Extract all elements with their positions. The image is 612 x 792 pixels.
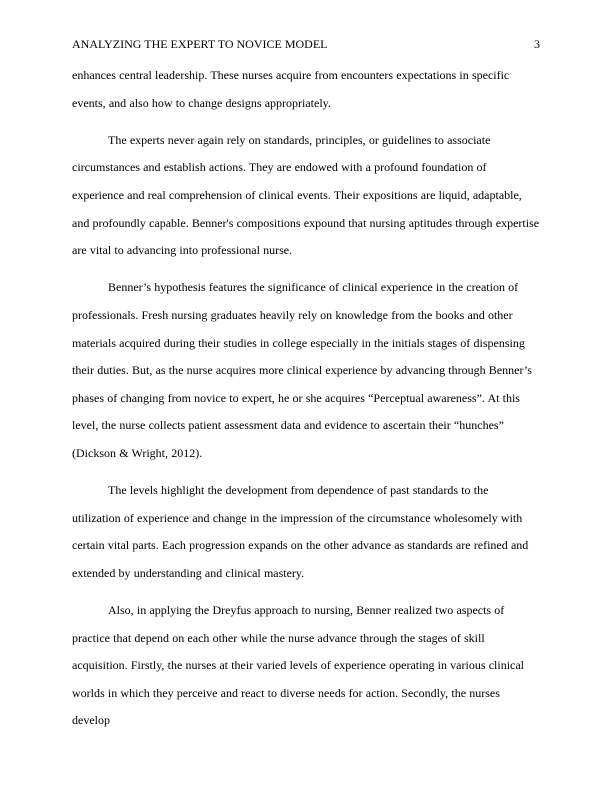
body-text: [72, 62, 540, 745]
paragraph-dreyfus-approach: Also, in applying the Dreyfus approach to nursing, Benner realized two aspects of practice that depend on each other while the nurse advance through the stages of skill acquisition. Firstly, the nurses at their varied levels of experience operating in various clinical worlds in which they perceive and react to diverse needs for action. Secondly, the nurses develop: [72, 603, 525, 728]
paragraph-continuation: enhances central leadership. These nurses acquire from encounters expectations in specific events, and also how to change designs appropriately.: [72, 68, 510, 110]
page-number: 3: [534, 37, 540, 51]
paragraph-experts: The experts never again rely on standards, principles, or guidelines to associate circumstances and establish actions. They are endowed with a profound foundation of experience and real comprehension of clinical events. Their expositions are liquid, adaptable, and profoundly capable. Benner's compositions expound that nursing aptitudes through expertise are vital to advancing into professional nurse.: [72, 132, 540, 258]
paragraph-levels: The levels highlight the development from dependence of past standards to the utilization of experience and change in the impression of the circumstance wholesomely with certain vital parts. Each progression expands on the other advance as standards are refined and extended by understanding and clinical mastery.: [72, 483, 529, 580]
running-header: [72, 36, 540, 52]
running-head-title: ANALYZING THE EXPERT TO NOVICE MODEL: [72, 37, 328, 51]
paragraph-benner-hypothesis: Benner’s hypothesis features the significance of clinical experience in the creation of professionals. Fresh nursing graduates heavily rely on knowledge from the books and other materials acquired during their studies in college especially in the initials stages of dispensing their duties. But, as the nurse acquires more clinical experience by advancing through Benner’s phases of changing from novice to expert, he or she acquires “Perceptual awareness”. At this level, the nurse collects patient assessment data and evidence to ascertain their “hunches” (Dickson & Wright, 2012).: [72, 280, 532, 460]
